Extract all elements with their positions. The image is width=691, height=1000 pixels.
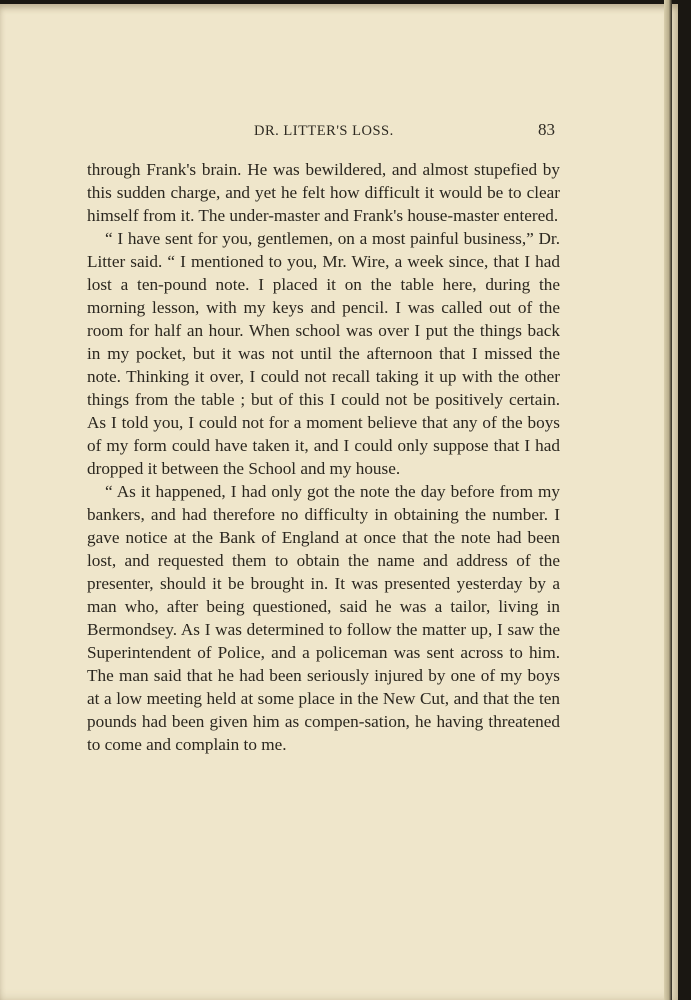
paragraph: through Frank's brain. He was bewildered, and almost stupefied by this sudden charge, and yet he felt how difficult it would be to clear himself from it. The under-master and Frank's house-master entered. (87, 160, 560, 225)
book-page (0, 4, 678, 1000)
paragraph: “ As it happened, I had only got the note the day before from my bankers, and had therefore no difficulty in obtaining the number. I gave notice at the Bank of England at once that the note had been lost, and requested them to obtain the name and address of the presenter, should it be brought in. It was presented yesterday by a man who, after being questioned, said he was a tailor, living in Bermondsey. As I was determined to follow the matter up, I saw the Superintendent of Police, and a policeman was sent across to him. The man said that he had been seriously injured by one of my boys at a low meeting held at some place in the New Cut, and that the ten pounds had been given him as compen-sation, he having threatened to come and complain to me. (87, 482, 560, 754)
page-edge (664, 0, 672, 1000)
page-number: 83 (538, 120, 555, 139)
running-head: DR. LITTER'S LOSS. (254, 123, 394, 139)
body-text (87, 158, 560, 756)
page-header (0, 120, 678, 142)
paragraph: “ I have sent for you, gentlemen, on a most painful business,” Dr. Litter said. “ I mentioned to you, Mr. Wire, a week since, that I had lost a ten-pound note. I placed it on the table here, during the morning lesson, with my keys and pencil. I was called out of the room for half an hour. When school was over I put the things back in my pocket, but it was not until the afternoon that I missed the note. Thinking it over, I could not recall taking it up with the other things from the table ; but of this I could not be positively certain. As I told you, I could not for a moment believe that any of the boys of my form could have taken it, and I could only suppose that I had dropped it between the School and my house. (87, 229, 560, 478)
